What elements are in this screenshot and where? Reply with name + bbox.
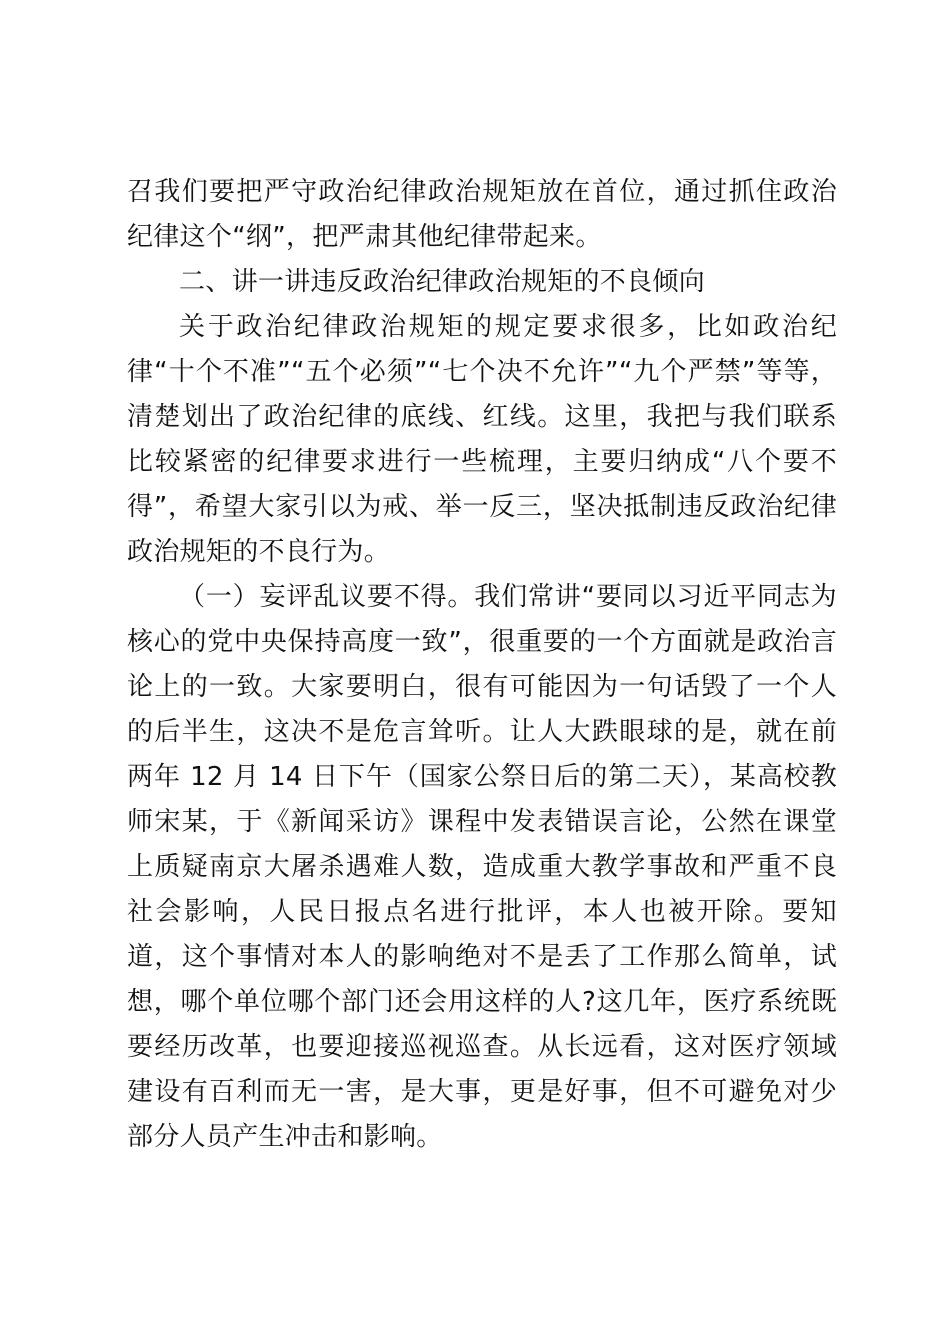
section-heading: 二、讲一讲违反政治纪律政治规矩的不良倾向	[179, 267, 706, 297]
paragraph-discipline-overview: 关于政治纪律政治规矩的规定要求很多，比如政治纪律“十个不准”“五个必须”“七个决不允许”“九个严禁”等等，清楚划出了政治纪律的底线、红线。这里，我把与我们联系比较紧密的纪律要求进行一些梳理，主要归纳成“八个要不得”，希望大家引以为戒、举一反三，坚决抵制违反政治纪律政治规矩的不良行为。	[127, 312, 837, 567]
paragraph-continuation: 召我们要把严守政治纪律政治规矩放在首位，通过抓住政治纪律这个“纲”，把严肃其他纪律带起来。	[127, 177, 837, 252]
paragraph-point-one: （一）妄评乱议要不得。我们常讲“要同以习近平同志为核心的党中央保持高度一致”，很重要的一个方面就是政治言论上的一致。大家要明白，很有可能因为一句话毁了一个人的后半生，这决不是危言耸听。让人大跌眼球的是，就在前两年 12 月 14 日下午（国家公祭日后的第二天），某高校教师宋某，于《新闻采访》课程中发表错误言论，公然在课堂上质疑南京大屠杀遇难人数，造成重大教学事故和严重不良社会影响，人民日报点名进行批评，本人也被开除。要知道，这个事情对本人的影响绝对不是丢了工作那么简单，试想，哪个单位哪个部门还会用这样的人?这几年，医疗系统既要经历改革，也要迎接巡视巡查。从长远看，这对医疗领域建设有百利而无一害，是大事，更是好事，但不可避免对少部分人员产生冲击和影响。	[127, 582, 837, 1152]
document-body	[127, 170, 837, 1160]
